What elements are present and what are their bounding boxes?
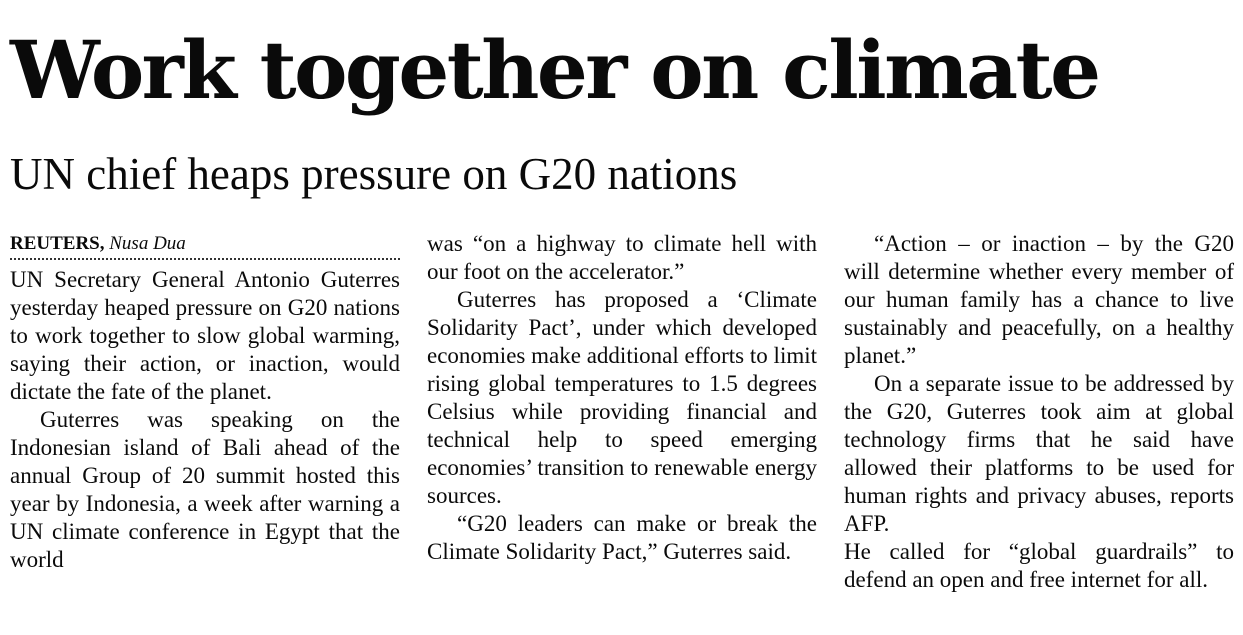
- article-paragraph: On a separate issue to be addressed by the G20, Guterres took aim at global technology firms that he said have allowed their platforms to be used for human rights and privacy abuses, reports AFP.: [844, 371, 1234, 536]
- byline-location: Nusa Dua: [109, 233, 186, 254]
- article-paragraph: “G20 leaders can make or break the Climate Solidarity Pact,” Guterres said.: [427, 511, 817, 564]
- article-column-3: [844, 230, 1234, 594]
- byline: [10, 230, 400, 260]
- article-column-1: [10, 230, 400, 574]
- headline: Work together on climate: [10, 23, 1099, 117]
- subheadline: UN chief heaps pressure on G20 nations: [10, 149, 738, 199]
- article-column-2: [427, 230, 817, 566]
- article-paragraph: was “on a highway to climate hell with our foot on the accelerator.”: [427, 231, 817, 284]
- article-paragraph: “Action – or inaction – by the G20 will determine whether every member of our human family has a chance to live sustainably and peacefully, on a healthy planet.”: [844, 231, 1234, 368]
- article-paragraph: Guterres has proposed a ‘Climate Solidarity Pact’, under which developed economies make additional efforts to limit rising global temperatures to 1.5 degrees Celsius while providing financial and technical help to speed emerging economies’ transition to renewable energy sources.: [427, 287, 817, 508]
- article-paragraph: UN Secretary General Antonio Guterres yesterday heaped pressure on G20 nations to work together to slow global warming, saying their action, or inaction, would dictate the fate of the planet.: [10, 267, 400, 404]
- article-paragraph: Guterres was speaking on the Indonesian island of Bali ahead of the annual Group of 20 summit hosted this year by Indonesia, a week after warning a UN climate conference in Egypt that the world: [10, 407, 400, 572]
- article-paragraph: He called for “global guardrails” to defend an open and free internet for all.: [844, 539, 1234, 592]
- byline-agency: REUTERS,: [10, 233, 105, 254]
